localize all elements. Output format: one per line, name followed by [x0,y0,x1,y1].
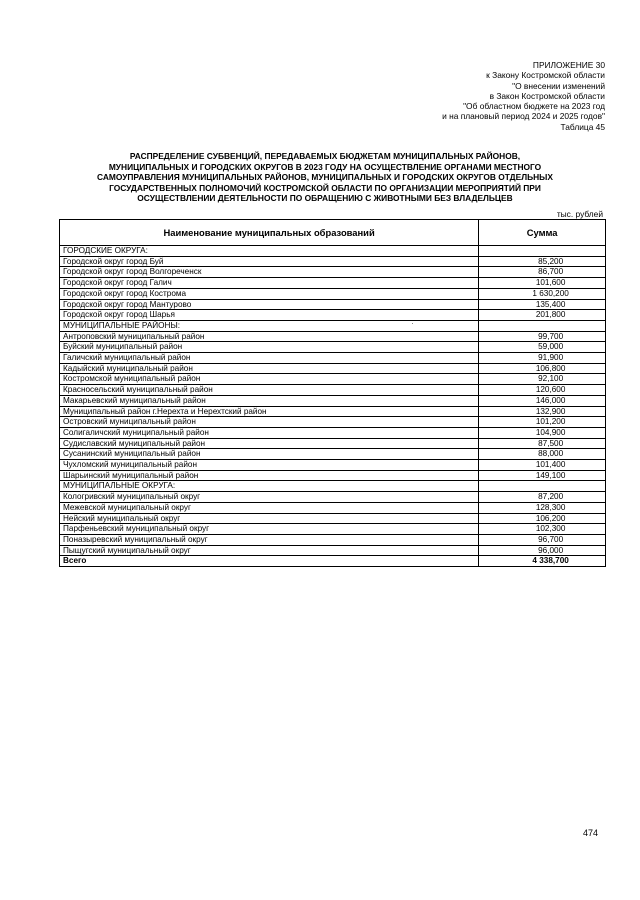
title-line: САМОУПРАВЛЕНИЯ МУНИЦИПАЛЬНЫХ РАЙОНОВ, МУНИЦИПАЛЬНЫХ И ГОРОДСКИХ ОКРУГОВ ОТДЕЛЬНЫХ [97,172,553,183]
table-row [60,353,606,364]
municipality-name: Муниципальный район г.Нерехта и Нерехтский район [60,406,479,417]
municipality-name: Пыщугский муниципальный округ [60,545,479,556]
amount-cell: 132,900 [479,406,606,417]
total-row [60,556,606,567]
section-row [60,320,606,331]
municipality-name: Галичский муниципальный район [60,353,479,364]
municipality-name: Сусанинский муниципальный район [60,449,479,460]
amount-cell: 101,200 [479,417,606,428]
page-number: 474 [583,828,599,838]
table-row [60,256,606,267]
municipality-name: Городской округ город Мантурово [60,299,479,310]
table-row [60,438,606,449]
amount-cell: 149,100 [479,470,606,481]
table-row [60,331,606,342]
section-label: МУНИЦИПАЛЬНЫЕ ОКРУГА: [60,481,479,492]
table-row [60,278,606,289]
amount-cell: 59,000 [479,342,606,353]
table-row [60,534,606,545]
table-row [60,545,606,556]
amount-cell: 106,200 [479,513,606,524]
units-label: тыс. рублей [556,209,603,219]
appendix-line: к Закону Костромской области [486,70,605,81]
amount-cell: 87,200 [479,492,606,503]
appendix-line: в Закон Костромской области [489,90,605,101]
appendix-line: и на плановый период 2024 и 2025 годов" [442,111,605,122]
municipality-name: Солигаличский муниципальный район [60,427,479,438]
document-title [70,151,580,204]
total-label: Всего [60,556,479,567]
municipality-name: Поназыревский муниципальный округ [60,534,479,545]
amount-cell [479,246,606,257]
municipality-name: Шарьинский муниципальный район [60,470,479,481]
appendix-line: Таблица 45 [560,121,605,132]
municipality-name: Городской округ город Галич [60,278,479,289]
table-row [60,502,606,513]
amount-cell [479,481,606,492]
table-row [60,492,606,503]
table-row [60,374,606,385]
municipality-name: Красносельский муниципальный район [60,385,479,396]
appendix-line: "О внесении изменений [512,80,605,91]
total-amount: 4 338,700 [479,556,606,567]
municipality-name: Городской округ город Шарья [60,310,479,321]
amount-cell: 101,600 [479,278,606,289]
appendix-header [345,60,605,132]
amount-cell: 101,400 [479,460,606,471]
table-row [60,460,606,471]
municipality-name: Нейский муниципальный округ [60,513,479,524]
amount-cell: 128,300 [479,502,606,513]
municipality-name: Антроповский муниципальный район [60,331,479,342]
table-row [60,299,606,310]
municipality-name: Парфеньевский муниципальный округ [60,524,479,535]
section-row [60,481,606,492]
table-row [60,427,606,438]
amount-cell: 135,400 [479,299,606,310]
table-row [60,406,606,417]
amount-cell: 86,700 [479,267,606,278]
municipality-name: Городской округ город Кострома [60,288,479,299]
amount-cell [479,320,606,331]
table-row [60,417,606,428]
table-row [60,342,606,353]
amount-cell: 87,500 [479,438,606,449]
table-row [60,363,606,374]
table-row [60,310,606,321]
table-row [60,470,606,481]
municipality-name: Костромской муниципальный район [60,374,479,385]
municipality-name: Судиславский муниципальный район [60,438,479,449]
table-header-row [60,220,606,246]
municipality-name: Макарьевский муниципальный район [60,395,479,406]
table-row [60,267,606,278]
table-row [60,385,606,396]
scan-speck [412,323,413,324]
municipality-name: Городской округ город Волгореченск [60,267,479,278]
section-label: МУНИЦИПАЛЬНЫЕ РАЙОНЫ: [60,320,479,331]
amount-cell: 91,900 [479,353,606,364]
municipality-name: Межевской муниципальный округ [60,502,479,513]
title-line: ОСУЩЕСТВЛЕНИИ ДЕЯТЕЛЬНОСТИ ПО ОБРАЩЕНИЮ С ЖИВОТНЫМИ БЕЗ ВЛАДЕЛЬЦЕВ [137,193,513,204]
municipality-name: Чухломский муниципальный район [60,460,479,471]
amount-cell: 88,000 [479,449,606,460]
municipality-name: Кадыйский муниципальный район [60,363,479,374]
table-body [60,246,606,567]
column-header-name: Наименование муниципальных образований [60,220,479,246]
title-line: РАСПРЕДЕЛЕНИЕ СУБВЕНЦИЙ, ПЕРЕДАВАЕМЫХ БЮДЖЕТАМ МУНИЦИПАЛЬНЫХ РАЙОНОВ, [129,151,521,161]
title-line: ГОСУДАРСТВЕННЫХ ПОЛНОМОЧИЙ КОСТРОМСКОЙ ОБЛАСТИ ПО ОРГАНИЗАЦИИ МЕРОПРИЯТИЙ ПРИ [109,182,541,193]
title-line: МУНИЦИПАЛЬНЫХ И ГОРОДСКИХ ОКРУГОВ В 2023 ГОДУ НА ОСУЩЕСТВЛЕНИЕ ОРГАНАМИ МЕСТНОГО [108,161,542,172]
subvention-table [59,219,606,567]
amount-cell: 1 630,200 [479,288,606,299]
column-header-amount: Сумма [479,220,606,246]
amount-cell: 120,600 [479,385,606,396]
municipality-name: Городской округ город Буй [60,256,479,267]
table-row [60,288,606,299]
municipality-name: Кологривский муниципальный округ [60,492,479,503]
amount-cell: 85,200 [479,256,606,267]
amount-cell: 201,800 [479,310,606,321]
amount-cell: 104,900 [479,427,606,438]
table-row [60,395,606,406]
section-row [60,246,606,257]
amount-cell: 96,700 [479,534,606,545]
municipality-name: Островский муниципальный район [60,417,479,428]
table-row [60,513,606,524]
amount-cell: 106,800 [479,363,606,374]
table-row [60,449,606,460]
amount-cell: 146,000 [479,395,606,406]
table-row [60,524,606,535]
amount-cell: 102,300 [479,524,606,535]
appendix-line: ПРИЛОЖЕНИЕ 30 [532,60,605,70]
appendix-line: "Об областном бюджете на 2023 год [463,101,605,112]
amount-cell: 96,000 [479,545,606,556]
amount-cell: 99,700 [479,331,606,342]
municipality-name: Буйский муниципальный район [60,342,479,353]
section-label: ГОРОДСКИЕ ОКРУГА: [60,246,479,257]
amount-cell: 92,100 [479,374,606,385]
